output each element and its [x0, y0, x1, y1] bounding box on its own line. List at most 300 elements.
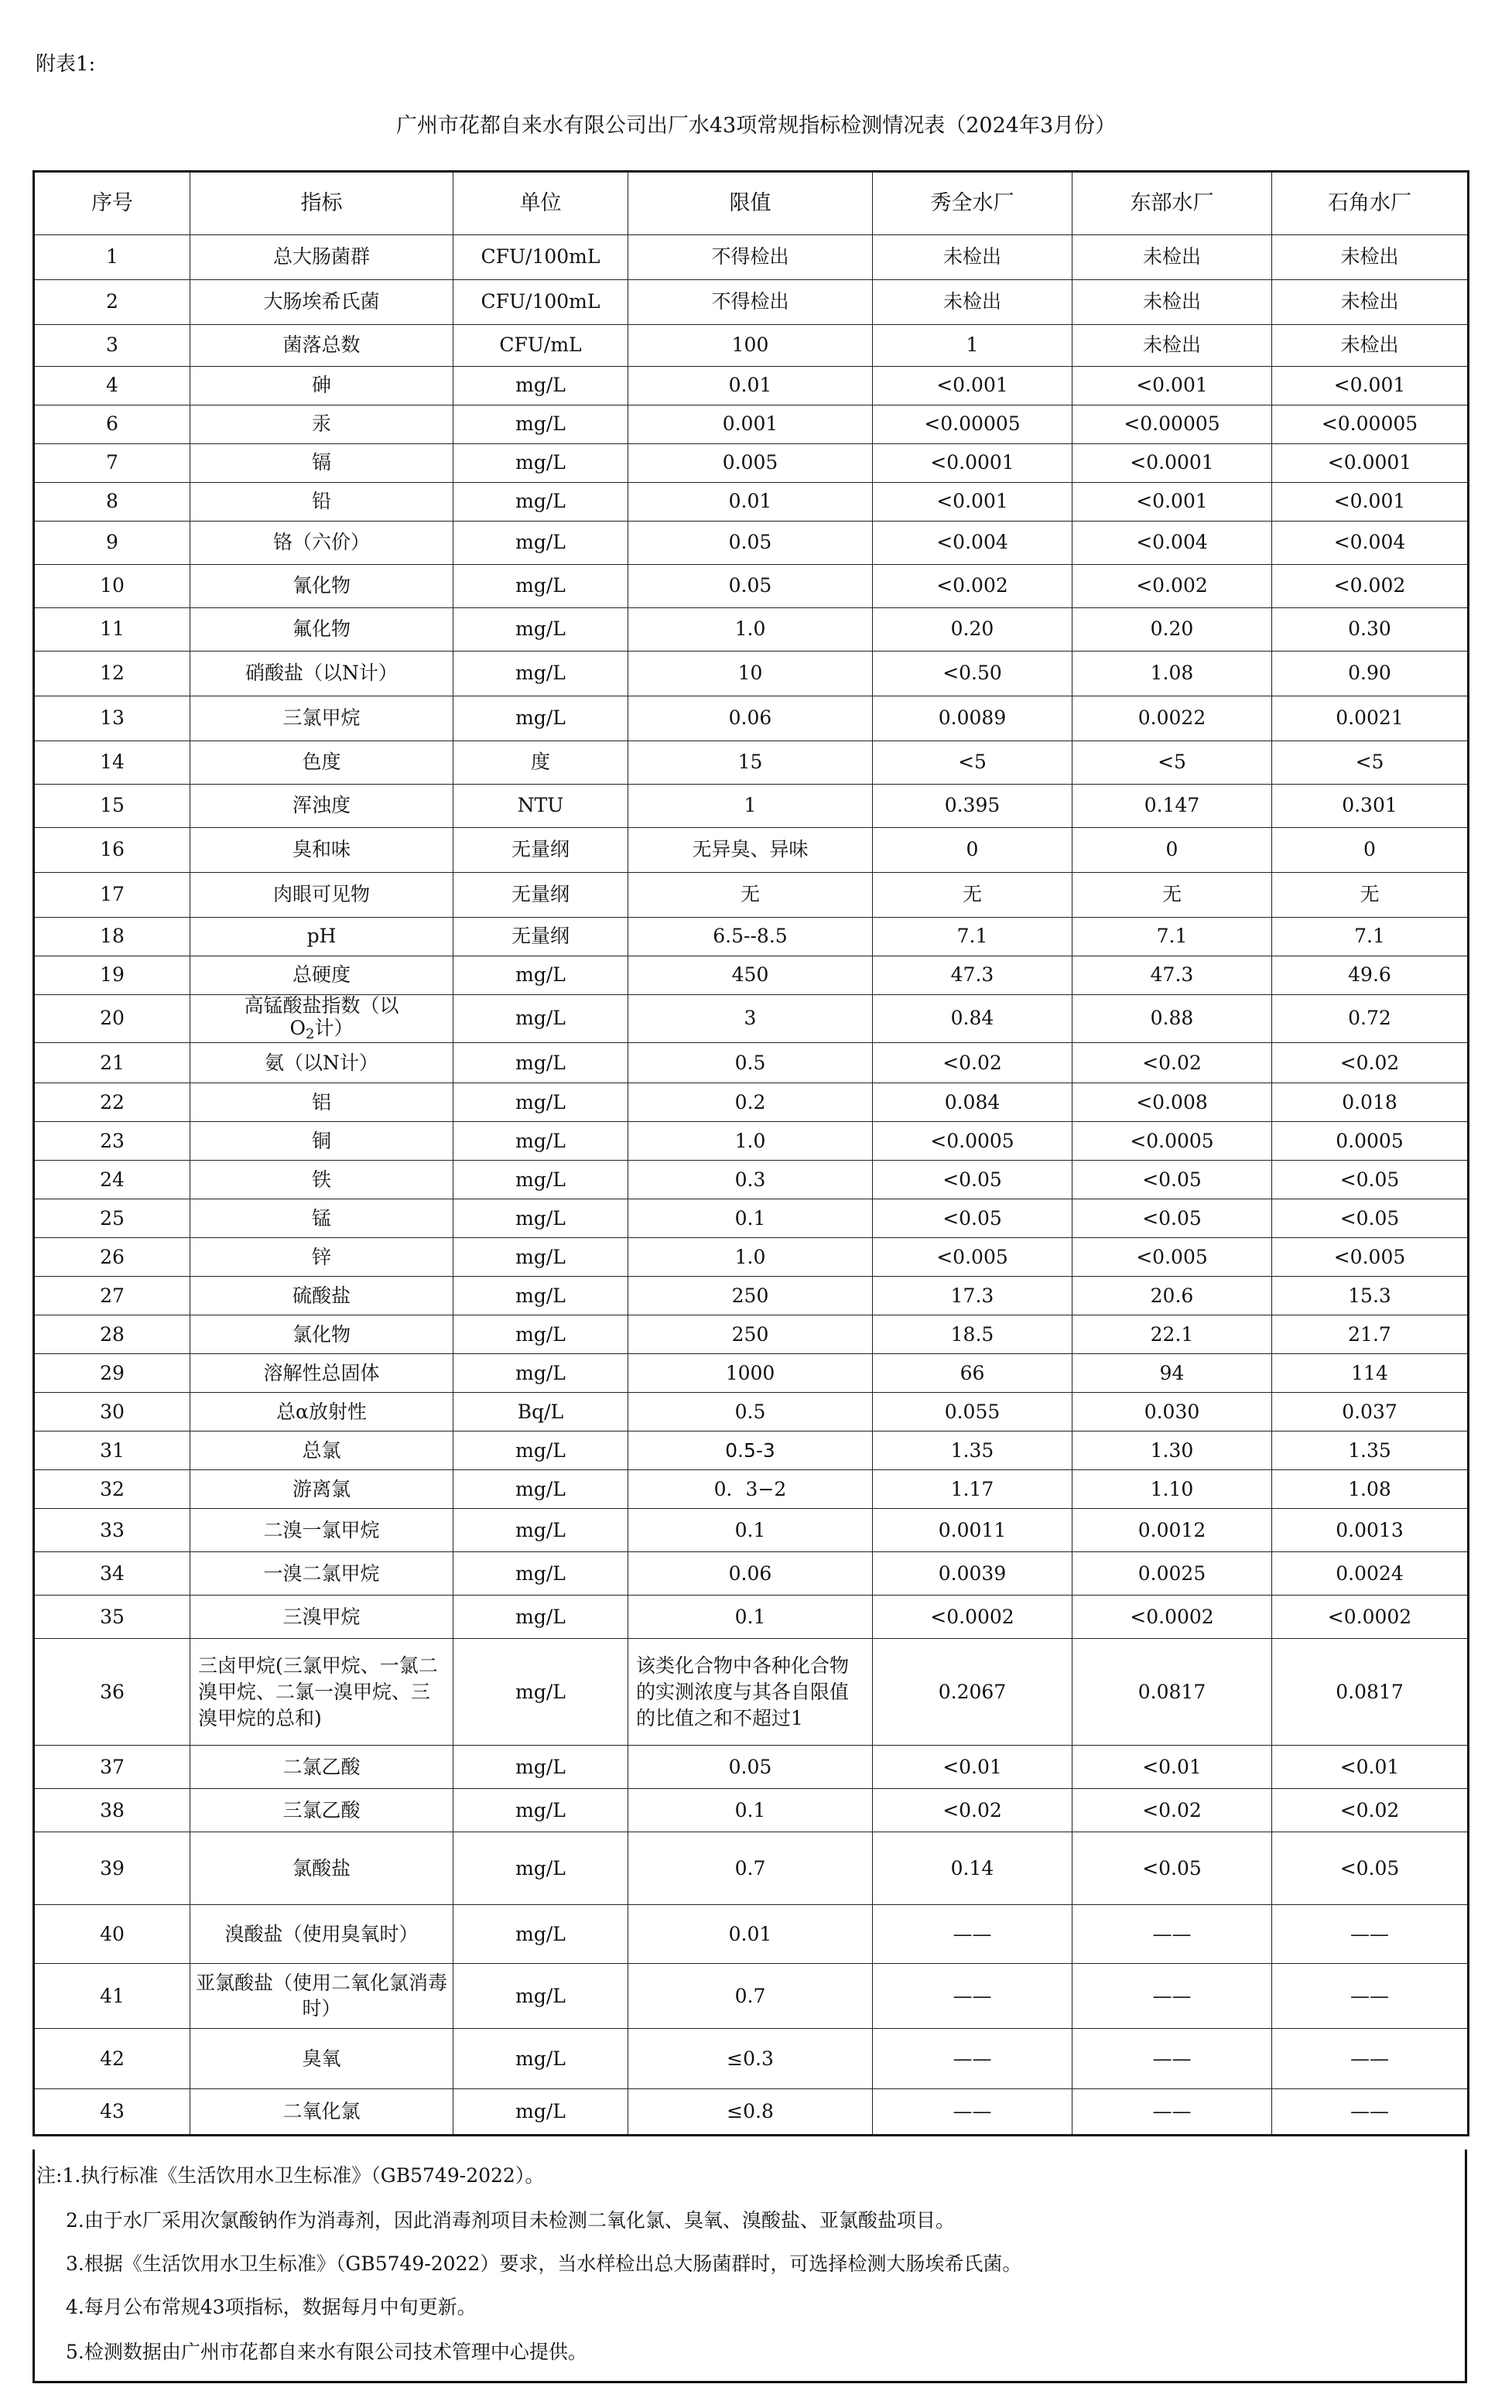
header-dongbu-plant: 东部水厂 — [1072, 172, 1272, 235]
header-unit: 单位 — [453, 172, 628, 235]
cell-no: 13 — [34, 696, 190, 741]
cell-dongbu: 22.1 — [1072, 1315, 1272, 1354]
cell-shijiao: <0.001 — [1272, 367, 1469, 405]
cell-xiuquan: <0.02 — [873, 1043, 1072, 1083]
cell-shijiao: <0.002 — [1272, 565, 1469, 608]
cell-shijiao: 0.72 — [1272, 995, 1469, 1043]
cell-no: 33 — [34, 1509, 190, 1552]
table-row — [34, 1470, 1469, 1509]
table-row — [34, 918, 1469, 956]
table-row — [34, 1315, 1469, 1354]
cell-shijiao: 未检出 — [1272, 235, 1469, 280]
cell-no: 39 — [34, 1832, 190, 1905]
cell-unit: mg/L — [453, 1354, 628, 1393]
cell-xiuquan: —— — [873, 2029, 1072, 2089]
cell-shijiao: <0.02 — [1272, 1043, 1469, 1083]
cell-xiuquan: 0.0089 — [873, 696, 1072, 741]
table-row — [34, 652, 1469, 696]
cell-shijiao: 0.0013 — [1272, 1509, 1469, 1552]
cell-xiuquan: 18.5 — [873, 1315, 1072, 1354]
cell-xiuquan: 0.055 — [873, 1393, 1072, 1431]
cell-xiuquan: 0.14 — [873, 1832, 1072, 1905]
cell-xiuquan: 7.1 — [873, 918, 1072, 956]
cell-indicator: 氟化物 — [190, 608, 453, 652]
cell-limit: 0.001 — [628, 405, 873, 444]
cell-unit: mg/L — [453, 1277, 628, 1315]
cell-indicator — [190, 995, 453, 1043]
cell-unit: mg/L — [453, 1199, 628, 1238]
cell-dongbu: <0.001 — [1072, 483, 1272, 522]
cell-limit: 1 — [628, 785, 873, 828]
cell-xiuquan: 未检出 — [873, 280, 1072, 325]
cell-dongbu: 0.0025 — [1072, 1552, 1272, 1596]
cell-xiuquan: <0.001 — [873, 367, 1072, 405]
cell-dongbu: 1.10 — [1072, 1470, 1272, 1509]
cell-no: 28 — [34, 1315, 190, 1354]
table-row — [34, 956, 1469, 995]
cell-indicator: 总α放射性 — [190, 1393, 453, 1431]
cell-dongbu: <0.01 — [1072, 1746, 1272, 1789]
cell-indicator: 三氯乙酸 — [190, 1789, 453, 1832]
cell-dongbu: <0.02 — [1072, 1043, 1272, 1083]
cell-unit: mg/L — [453, 1596, 628, 1639]
cell-no: 9 — [34, 522, 190, 565]
cell-limit: ≤0.3 — [628, 2029, 873, 2089]
cell-unit: mg/L — [453, 367, 628, 405]
cell-unit: mg/L — [453, 1161, 628, 1199]
cell-unit: mg/L — [453, 1964, 628, 2029]
cell-xiuquan: <0.0005 — [873, 1122, 1072, 1161]
cell-indicator: 铁 — [190, 1161, 453, 1199]
cell-no: 3 — [34, 325, 190, 367]
cell-indicator: 镉 — [190, 444, 453, 483]
cell-indicator: 铅 — [190, 483, 453, 522]
cell-no: 32 — [34, 1470, 190, 1509]
cell-xiuquan: <0.001 — [873, 483, 1072, 522]
cell-indicator: 硝酸盐（以N计） — [190, 652, 453, 696]
cell-no: 14 — [34, 741, 190, 785]
cell-dongbu: <0.0001 — [1072, 444, 1272, 483]
header-limit: 限值 — [628, 172, 873, 235]
cell-dongbu: 未检出 — [1072, 235, 1272, 280]
cell-limit: 250 — [628, 1277, 873, 1315]
cell-shijiao: 1.35 — [1272, 1431, 1469, 1470]
o2-subscript: 2 — [306, 1025, 315, 1042]
cell-indicator: 铝 — [190, 1083, 453, 1122]
cell-dongbu: 1.30 — [1072, 1431, 1272, 1470]
table-row — [34, 1043, 1469, 1083]
cell-xiuquan: 47.3 — [873, 956, 1072, 995]
cell-indicator: 铜 — [190, 1122, 453, 1161]
cell-no: 27 — [34, 1277, 190, 1315]
cell-shijiao: <0.004 — [1272, 522, 1469, 565]
cell-limit: 0.5-3 — [628, 1431, 873, 1470]
cell-dongbu: <0.004 — [1072, 522, 1272, 565]
cell-unit: mg/L — [453, 956, 628, 995]
note-3: 3.根据《生活饮用水卫生标准》（GB5749-2022）要求，当水样检出总大肠菌群时，可选择检测大肠埃希氏菌。 — [66, 2252, 1022, 2275]
cell-limit: 100 — [628, 325, 873, 367]
cell-unit: 无量纲 — [453, 873, 628, 918]
cell-xiuquan: <0.0001 — [873, 444, 1072, 483]
cell-indicator: 肉眼可见物 — [190, 873, 453, 918]
note-2: 2.由于水厂采用次氯酸钠作为消毒剂，因此消毒剂项目未检测二氧化氯、臭氧、溴酸盐、亚氯酸盐项目。 — [66, 2209, 955, 2232]
cell-shijiao: 15.3 — [1272, 1277, 1469, 1315]
cell-shijiao: <0.02 — [1272, 1789, 1469, 1832]
cell-no: 17 — [34, 873, 190, 918]
cell-limit: 0.05 — [628, 1746, 873, 1789]
cell-indicator: 大肠埃希氏菌 — [190, 280, 453, 325]
cell-no: 11 — [34, 608, 190, 652]
cell-unit: mg/L — [453, 1431, 628, 1470]
cell-no: 20 — [34, 995, 190, 1043]
cell-limit: 0.1 — [628, 1509, 873, 1552]
cell-limit: 0.1 — [628, 1596, 873, 1639]
cell-no: 19 — [34, 956, 190, 995]
cell-shijiao: 未检出 — [1272, 325, 1469, 367]
cell-limit: 该类化合物中各种化合物的实测浓度与其各自限值的比值之和不超过1 — [628, 1639, 873, 1746]
cell-xiuquan: <0.004 — [873, 522, 1072, 565]
cell-indicator: 硫酸盐 — [190, 1277, 453, 1315]
cell-unit: 无量纲 — [453, 918, 628, 956]
table-row — [34, 608, 1469, 652]
cell-no: 21 — [34, 1043, 190, 1083]
cell-shijiao: 49.6 — [1272, 956, 1469, 995]
cell-xiuquan: 0.2067 — [873, 1639, 1072, 1746]
header-no: 序号 — [34, 172, 190, 235]
table-row — [34, 1083, 1469, 1122]
cell-limit: 0.05 — [628, 522, 873, 565]
cell-shijiao: —— — [1272, 1905, 1469, 1964]
cell-shijiao: —— — [1272, 2029, 1469, 2089]
cell-shijiao: 0.301 — [1272, 785, 1469, 828]
cell-indicator: 铬（六价） — [190, 522, 453, 565]
cell-shijiao: 未检出 — [1272, 280, 1469, 325]
cell-limit: 1.0 — [628, 608, 873, 652]
cell-shijiao: 21.7 — [1272, 1315, 1469, 1354]
o2-symbol: O — [289, 1016, 306, 1039]
table-row — [34, 1431, 1469, 1470]
table-row — [34, 1596, 1469, 1639]
cell-shijiao: <0.0001 — [1272, 444, 1469, 483]
table-row — [34, 1509, 1469, 1552]
cell-no: 18 — [34, 918, 190, 956]
table-row — [34, 1393, 1469, 1431]
o2-tail: 计） — [314, 1016, 354, 1039]
indicator-text: 高锰酸盐指数（以 — [244, 994, 399, 1017]
cell-shijiao: 0.90 — [1272, 652, 1469, 696]
cell-no: 35 — [34, 1596, 190, 1639]
cell-dongbu: <0.05 — [1072, 1161, 1272, 1199]
cell-xiuquan: 0.20 — [873, 608, 1072, 652]
cell-no: 25 — [34, 1199, 190, 1238]
cell-no: 30 — [34, 1393, 190, 1431]
cell-unit: mg/L — [453, 1552, 628, 1596]
cell-indicator: 臭和味 — [190, 828, 453, 873]
table-row — [34, 1789, 1469, 1832]
cell-unit: mg/L — [453, 1122, 628, 1161]
cell-xiuquan: <0.005 — [873, 1238, 1072, 1277]
attachment-label: 附表1: — [36, 53, 96, 76]
cell-xiuquan: 1 — [873, 325, 1072, 367]
cell-indicator: 氯化物 — [190, 1315, 453, 1354]
cell-indicator: 臭氧 — [190, 2029, 453, 2089]
cell-limit: 无 — [628, 873, 873, 918]
cell-dongbu: <0.00005 — [1072, 405, 1272, 444]
cell-limit: 0．3−2 — [628, 1470, 873, 1509]
cell-dongbu: —— — [1072, 2089, 1272, 2136]
table-row — [34, 696, 1469, 741]
header-shijiao-plant: 石角水厂 — [1272, 172, 1469, 235]
cell-shijiao: 0.30 — [1272, 608, 1469, 652]
cell-limit: 250 — [628, 1315, 873, 1354]
cell-xiuquan: <0.02 — [873, 1789, 1072, 1832]
cell-dongbu: 1.08 — [1072, 652, 1272, 696]
cell-unit: CFU/mL — [453, 325, 628, 367]
cell-dongbu: 0 — [1072, 828, 1272, 873]
cell-limit: 0.1 — [628, 1199, 873, 1238]
cell-indicator: 氯酸盐 — [190, 1832, 453, 1905]
cell-shijiao: 0.0817 — [1272, 1639, 1469, 1746]
note-1: 注:1.执行标准《生活饮用水卫生标准》（GB5749-2022）。 — [36, 2164, 545, 2187]
cell-shijiao: 0.037 — [1272, 1393, 1469, 1431]
cell-dongbu: —— — [1072, 1905, 1272, 1964]
cell-xiuquan: 0.084 — [873, 1083, 1072, 1122]
cell-shijiao: 0.018 — [1272, 1083, 1469, 1122]
cell-unit: mg/L — [453, 1083, 628, 1122]
cell-indicator: 二溴一氯甲烷 — [190, 1509, 453, 1552]
cell-indicator: 总大肠菌群 — [190, 235, 453, 280]
cell-xiuquan: 0.395 — [873, 785, 1072, 828]
cell-unit: mg/L — [453, 1238, 628, 1277]
cell-no: 23 — [34, 1122, 190, 1161]
table-row — [34, 1238, 1469, 1277]
cell-no: 10 — [34, 565, 190, 608]
cell-dongbu: <5 — [1072, 741, 1272, 785]
cell-dongbu: 未检出 — [1072, 280, 1272, 325]
cell-xiuquan: 0.84 — [873, 995, 1072, 1043]
cell-dongbu: 0.147 — [1072, 785, 1272, 828]
cell-shijiao: 0.0024 — [1272, 1552, 1469, 1596]
cell-dongbu: 7.1 — [1072, 918, 1272, 956]
cell-unit: mg/L — [453, 565, 628, 608]
cell-dongbu: 94 — [1072, 1354, 1272, 1393]
table-row — [34, 483, 1469, 522]
header-indicator: 指标 — [190, 172, 453, 235]
cell-indicator: 总氯 — [190, 1431, 453, 1470]
cell-indicator: 游离氯 — [190, 1470, 453, 1509]
cell-xiuquan: —— — [873, 1964, 1072, 2029]
table-row — [34, 280, 1469, 325]
cell-no: 7 — [34, 444, 190, 483]
cell-no: 40 — [34, 1905, 190, 1964]
table-row — [34, 522, 1469, 565]
table-row — [34, 1905, 1469, 1964]
cell-xiuquan: —— — [873, 1905, 1072, 1964]
cell-dongbu: 0.20 — [1072, 608, 1272, 652]
cell-indicator: 砷 — [190, 367, 453, 405]
cell-dongbu: 0.0817 — [1072, 1639, 1272, 1746]
cell-dongbu: 未检出 — [1072, 325, 1272, 367]
cell-no: 43 — [34, 2089, 190, 2136]
cell-indicator: 总硬度 — [190, 956, 453, 995]
table-row — [34, 1354, 1469, 1393]
cell-unit: mg/L — [453, 1905, 628, 1964]
cell-unit: mg/L — [453, 1043, 628, 1083]
table-row — [34, 1277, 1469, 1315]
table-row — [34, 367, 1469, 405]
cell-limit: 0.01 — [628, 367, 873, 405]
cell-unit: CFU/100mL — [453, 280, 628, 325]
table-row — [34, 1746, 1469, 1789]
cell-dongbu: <0.008 — [1072, 1083, 1272, 1122]
cell-no: 8 — [34, 483, 190, 522]
cell-xiuquan: 未检出 — [873, 235, 1072, 280]
cell-dongbu: 无 — [1072, 873, 1272, 918]
cell-unit: NTU — [453, 785, 628, 828]
cell-unit: Bq/L — [453, 1393, 628, 1431]
cell-unit: mg/L — [453, 1746, 628, 1789]
cell-xiuquan: <0.00005 — [873, 405, 1072, 444]
cell-indicator: 亚氯酸盐（使用二氧化氯消毒时） — [190, 1964, 453, 2029]
cell-shijiao: <0.05 — [1272, 1161, 1469, 1199]
cell-unit: mg/L — [453, 1315, 628, 1354]
cell-limit: 0.05 — [628, 565, 873, 608]
cell-xiuquan: <0.50 — [873, 652, 1072, 696]
note-5: 5.检测数据由广州市花都自来水有限公司技术管理中心提供。 — [66, 2341, 587, 2363]
table-row — [34, 2089, 1469, 2136]
cell-dongbu: 0.0012 — [1072, 1509, 1272, 1552]
cell-limit: 3 — [628, 995, 873, 1043]
cell-shijiao: <0.0002 — [1272, 1596, 1469, 1639]
cell-dongbu: 0.88 — [1072, 995, 1272, 1043]
cell-xiuquan: <0.002 — [873, 565, 1072, 608]
cell-indicator: 二氯乙酸 — [190, 1746, 453, 1789]
cell-xiuquan: —— — [873, 2089, 1072, 2136]
cell-shijiao: —— — [1272, 2089, 1469, 2136]
cell-no: 6 — [34, 405, 190, 444]
cell-no: 24 — [34, 1161, 190, 1199]
cell-dongbu: <0.002 — [1072, 565, 1272, 608]
cell-indicator: 氨（以N计） — [190, 1043, 453, 1083]
cell-no: 37 — [34, 1746, 190, 1789]
table-row — [34, 1639, 1469, 1746]
cell-limit: 0.5 — [628, 1043, 873, 1083]
cell-dongbu: <0.001 — [1072, 367, 1272, 405]
cell-dongbu: <0.0005 — [1072, 1122, 1272, 1161]
cell-indicator: 氰化物 — [190, 565, 453, 608]
cell-dongbu: —— — [1072, 1964, 1272, 2029]
cell-no: 16 — [34, 828, 190, 873]
indicator-table — [32, 170, 1469, 2136]
cell-limit: 15 — [628, 741, 873, 785]
cell-no: 38 — [34, 1789, 190, 1832]
table-row — [34, 1552, 1469, 1596]
table-row — [34, 1964, 1469, 2029]
table-row — [34, 565, 1469, 608]
cell-indicator: 一溴二氯甲烷 — [190, 1552, 453, 1596]
cell-xiuquan: 1.35 — [873, 1431, 1072, 1470]
cell-shijiao: <0.01 — [1272, 1746, 1469, 1789]
cell-limit: 0.7 — [628, 1964, 873, 2029]
table-row — [34, 828, 1469, 873]
cell-unit: 无量纲 — [453, 828, 628, 873]
table-row — [34, 741, 1469, 785]
cell-limit: 0.01 — [628, 483, 873, 522]
cell-indicator: 浑浊度 — [190, 785, 453, 828]
cell-shijiao: <5 — [1272, 741, 1469, 785]
cell-unit: mg/L — [453, 2029, 628, 2089]
cell-indicator: 锌 — [190, 1238, 453, 1277]
cell-shijiao: —— — [1272, 1964, 1469, 2029]
cell-limit: 1.0 — [628, 1238, 873, 1277]
cell-limit: 6.5--8.5 — [628, 918, 873, 956]
table-header-row — [34, 172, 1469, 235]
note-4: 4.每月公布常规43项指标，数据每月中旬更新。 — [66, 2296, 477, 2318]
cell-limit: 不得检出 — [628, 235, 873, 280]
cell-limit: 0.5 — [628, 1393, 873, 1431]
cell-shijiao: <0.05 — [1272, 1199, 1469, 1238]
cell-shijiao: 0.0005 — [1272, 1122, 1469, 1161]
cell-unit: mg/L — [453, 2089, 628, 2136]
cell-xiuquan: 无 — [873, 873, 1072, 918]
cell-dongbu: 0.030 — [1072, 1393, 1272, 1431]
cell-indicator: 三氯甲烷 — [190, 696, 453, 741]
cell-no: 15 — [34, 785, 190, 828]
cell-xiuquan: <5 — [873, 741, 1072, 785]
table-row — [34, 1832, 1469, 1905]
cell-unit: mg/L — [453, 444, 628, 483]
cell-unit: mg/L — [453, 1789, 628, 1832]
table-row — [34, 444, 1469, 483]
cell-dongbu: <0.05 — [1072, 1199, 1272, 1238]
cell-xiuquan: 0.0039 — [873, 1552, 1072, 1596]
cell-no: 22 — [34, 1083, 190, 1122]
cell-limit: 无异臭、异味 — [628, 828, 873, 873]
cell-xiuquan: 0.0011 — [873, 1509, 1072, 1552]
cell-shijiao: 1.08 — [1272, 1470, 1469, 1509]
cell-unit: mg/L — [453, 1832, 628, 1905]
table-row — [34, 2029, 1469, 2089]
cell-shijiao: 0.0021 — [1272, 696, 1469, 741]
cell-limit: 0.1 — [628, 1789, 873, 1832]
cell-limit: 0.01 — [628, 1905, 873, 1964]
cell-dongbu: <0.02 — [1072, 1789, 1272, 1832]
table-row — [34, 405, 1469, 444]
cell-indicator: 色度 — [190, 741, 453, 785]
cell-dongbu: 47.3 — [1072, 956, 1272, 995]
header-xiuquan-plant: 秀全水厂 — [873, 172, 1072, 235]
table-row — [34, 873, 1469, 918]
cell-limit: 450 — [628, 956, 873, 995]
cell-unit: mg/L — [453, 652, 628, 696]
cell-no: 26 — [34, 1238, 190, 1277]
cell-limit: 0.06 — [628, 1552, 873, 1596]
cell-limit: 0.06 — [628, 696, 873, 741]
cell-no: 31 — [34, 1431, 190, 1470]
cell-dongbu: <0.05 — [1072, 1832, 1272, 1905]
cell-unit: mg/L — [453, 405, 628, 444]
page-title: 广州市花都自来水有限公司出厂水43项常规指标检测情况表（2024年3月份） — [395, 114, 1117, 138]
cell-no: 36 — [34, 1639, 190, 1746]
cell-no: 42 — [34, 2029, 190, 2089]
cell-unit: mg/L — [453, 995, 628, 1043]
cell-indicator: 菌落总数 — [190, 325, 453, 367]
cell-indicator: 三卤甲烷(三氯甲烷、一氯二溴甲烷、二氯一溴甲烷、三溴甲烷的总和) — [190, 1639, 453, 1746]
cell-limit: 1.0 — [628, 1122, 873, 1161]
cell-unit: mg/L — [453, 696, 628, 741]
cell-no: 41 — [34, 1964, 190, 2029]
cell-no: 34 — [34, 1552, 190, 1596]
